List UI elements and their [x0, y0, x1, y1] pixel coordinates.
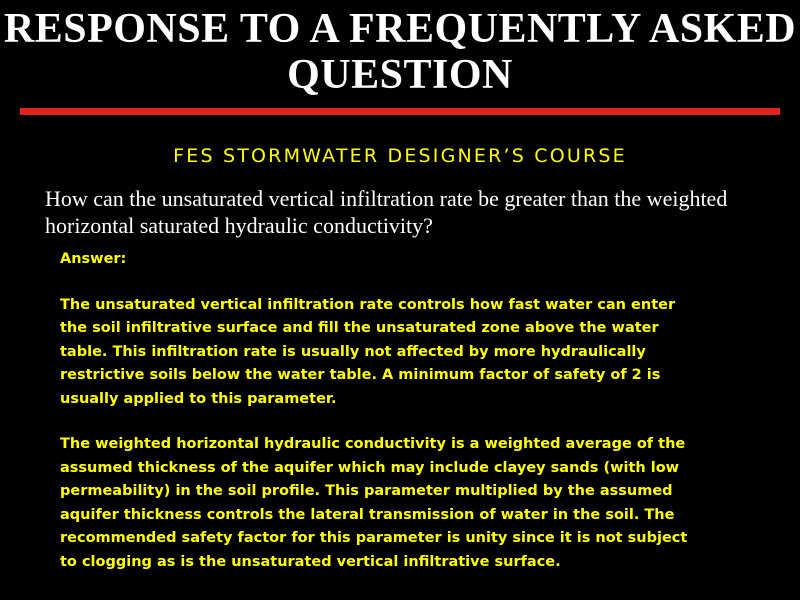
- spacer: [60, 272, 740, 294]
- answer-paragraph-2: The weighted horizontal hydraulic conductivity is a weighted average of the assumed thickness of the aquifer which may include clayey sands (with low permeability) in the soil profile. This parameter multiplied by the assumed aquifer thickness controls the lateral transmission of water in the soil. The recommended safety factor for this parameter is unity since it is not subject to clogging as is the unsaturated vertical infiltrative surface.: [60, 436, 688, 570]
- answer-block: [60, 248, 740, 574]
- slide-title: RESPONSE TO A FREQUENTLY ASKED QUESTION: [3, 6, 797, 98]
- course-name: FES STORMWATER DESIGNER’S COURSE: [173, 145, 627, 167]
- answer-label: Answer:: [60, 251, 127, 267]
- question-text: How can the unsaturated vertical infiltration rate be greater than the weighted horizontal saturated hydraulic conductivity?: [45, 186, 728, 238]
- answer-paragraph-1: The unsaturated vertical infiltration rate controls how fast water can enter the soil infiltrative surface and fill the unsaturated zone above the water table. This infiltration rate is usually not affected by more hydraulically restrictive soils below the water table. A minimum factor of safety of 2 is usually applied to this parameter.: [60, 296, 676, 407]
- spacer: [60, 411, 740, 433]
- title-divider: [20, 108, 780, 115]
